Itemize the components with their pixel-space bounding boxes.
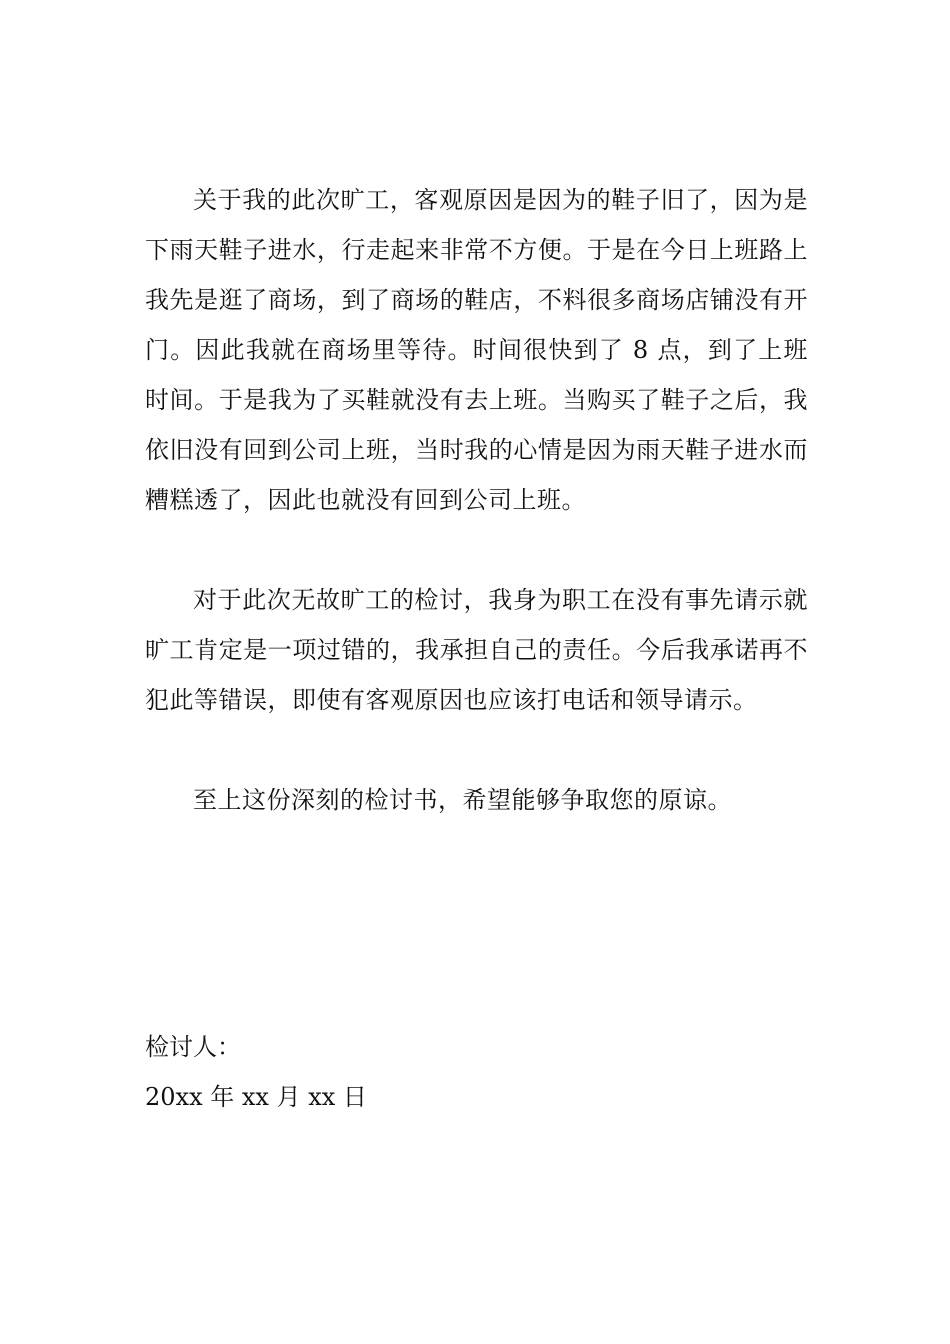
document-body [145, 175, 808, 825]
paragraph-1: 关于我的此次旷工，客观原因是因为的鞋子旧了，因为是下雨天鞋子进水，行走起来非常不方便。于是在今日上班路上我先是逛了商场，到了商场的鞋店，不料很多商场店铺没有开门。因此我就在商场里等待。时间很快到了 8 点，到了上班时间。于是我为了买鞋就没有去上班。当购买了鞋子之后，我依旧没有回到公司上班，当时我的心情是因为雨天鞋子进水而糟糕透了，因此也就没有回到公司上班。 [145, 186, 808, 514]
signature-block [145, 1022, 367, 1122]
paragraph-2: 对于此次无故旷工的检讨，我身为职工在没有事先请示就旷工肯定是一项过错的，我承担自己的责任。今后我承诺再不犯此等错误，即使有客观原因也应该打电话和领导请示。 [145, 586, 808, 714]
signature-label: 检讨人： [145, 1033, 241, 1061]
signature-date: 20xx 年 xx 月 xx 日 [145, 1083, 367, 1111]
paragraph-3: 至上这份深刻的检讨书，希望能够争取您的原谅。 [193, 786, 732, 814]
